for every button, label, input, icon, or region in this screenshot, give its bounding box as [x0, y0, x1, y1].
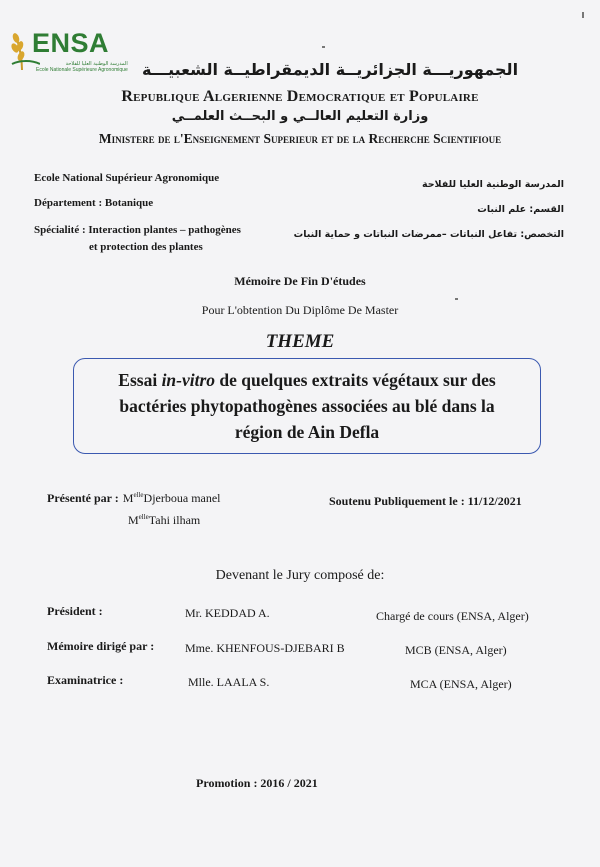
- ministry-title: Ministere de l'Enseignement Superieur et de la Recherche Scientifioue: [98, 131, 502, 146]
- theme-text: [73, 367, 541, 445]
- jury-name-examiner: Mlle. LAALA S.: [188, 675, 270, 689]
- student-2-title: M: [128, 513, 139, 527]
- logo-name: ENSA: [32, 28, 110, 58]
- jury-role-supervisor: Mémoire dirigé par :: [47, 639, 155, 653]
- memoire-title: Mémoire De Fin D'études: [234, 274, 366, 288]
- speciality-line1: Spécialité : Interaction plantes – pathogènes: [34, 224, 241, 236]
- jury-name-supervisor: Mme. KHENFOUS-DJEBARI B: [185, 641, 345, 655]
- arabic-school-name: المدرسة الوطنية العليا للفلاحة: [421, 179, 564, 190]
- student-2-title-sup: elle: [138, 513, 149, 521]
- student-1-title: M: [122, 491, 134, 505]
- arabic-republic-title: الجمهوريـــة الجزائريــة الديمقراطيــة الشعبيـــة: [141, 60, 519, 79]
- arabic-speciality: التخصص: تفاعل النباتات –ممرضات النباتات و حماية النبات: [293, 229, 564, 240]
- logo-subtitle-fr: Ecole Nationale Supérieure Agronomique: [36, 67, 128, 73]
- jury-role-examiner: Examinatrice :: [47, 673, 124, 687]
- theme-italic: in-vitro: [161, 370, 216, 390]
- ensa-logo: [10, 28, 128, 82]
- theme-part1: Essai: [118, 370, 162, 390]
- school-name: Ecole National Supérieur Agronomique: [34, 172, 220, 184]
- student-1: [123, 491, 221, 505]
- jury-title-president: Chargé de cours (ENSA, Alger): [376, 609, 529, 623]
- student-1-title-sup: elle: [133, 491, 144, 499]
- theme-line3: région de Ain Defla: [234, 422, 380, 442]
- jury-heading: Devenant le Jury composé de:: [215, 568, 385, 583]
- arabic-department: القسم: علم النبات: [477, 204, 564, 215]
- department: Département : Botanique: [34, 197, 154, 209]
- student-1-name: Djerboua manel: [143, 491, 221, 505]
- obtention-text: Pour L'obtention Du Diplôme De Master: [201, 303, 399, 317]
- promotion: Promotion : 2016 / 2021: [196, 776, 318, 790]
- theme-line2: bactéries phytopathogènes associées au blé dans la: [119, 396, 495, 416]
- student-2-name: Tahi ilham: [148, 513, 201, 527]
- logo-subtitle-ar: المدرسة الوطنية العليا للفلاحة: [65, 61, 128, 67]
- republic-title: Republique Algerienne Democratique et Populaire: [121, 88, 479, 105]
- jury-title-supervisor: MCB (ENSA, Alger): [405, 643, 507, 657]
- theme-part2: de quelques extraits végétaux sur des: [215, 370, 496, 390]
- presented-label: Présenté par :: [47, 491, 119, 505]
- scan-speck: [455, 298, 458, 300]
- jury-title-examiner: MCA (ENSA, Alger): [410, 677, 512, 691]
- jury-name-president: Mr. KEDDAD A.: [185, 606, 270, 620]
- scan-speck: [322, 46, 325, 48]
- theme-line1: [73, 367, 541, 393]
- student-2: [128, 513, 200, 528]
- speciality-line2: et protection des plantes: [89, 241, 203, 253]
- arabic-ministry-title: وزارة التعليم العالــي و البحــث العلمــي: [171, 109, 429, 124]
- jury-role-president: Président :: [47, 604, 103, 618]
- logo-subtitle: [36, 61, 128, 73]
- defense-date: Soutenu Publiquement le : 11/12/2021: [329, 494, 522, 508]
- theme-label: THEME: [265, 331, 335, 352]
- presented-by: [47, 489, 221, 507]
- scan-speck: [582, 12, 584, 18]
